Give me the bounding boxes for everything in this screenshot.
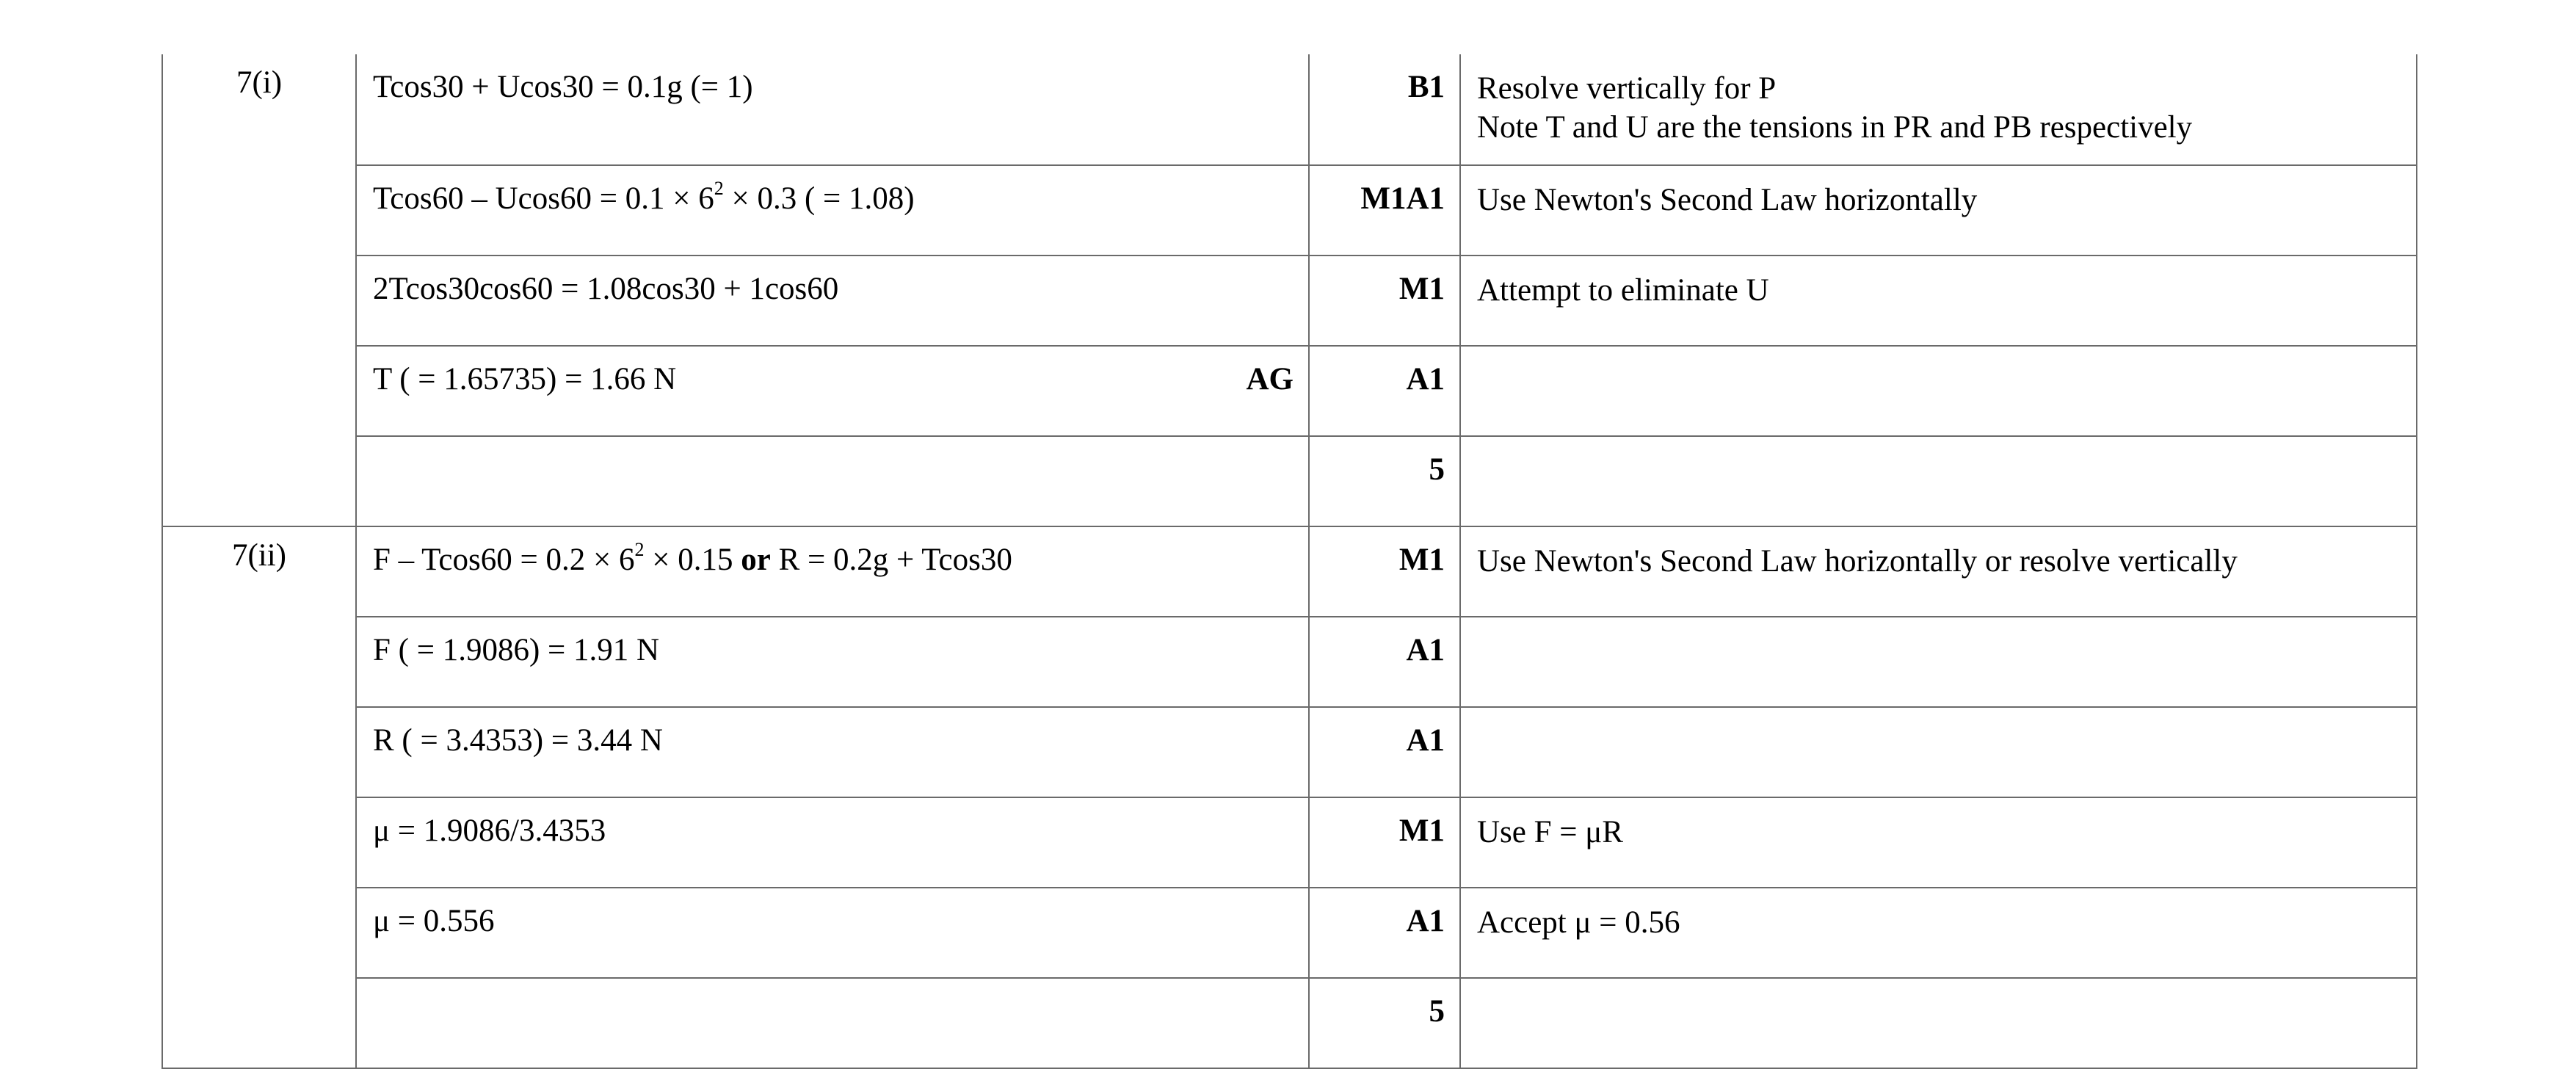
answer-cell (356, 978, 1309, 1068)
or-keyword: or (741, 543, 771, 577)
table-row (162, 617, 2417, 707)
guidance-cell (1460, 346, 2417, 436)
mark-cell: M1A1 (1309, 165, 1460, 256)
table-row (162, 346, 2417, 436)
table-row (162, 888, 2417, 978)
superscript: 2 (634, 538, 645, 560)
table-row (162, 707, 2417, 797)
guidance-cell: Use Newton's Second Law horizontally or resolve vertically (1460, 526, 2417, 617)
guidance-cell: Use F = μR (1460, 797, 2417, 888)
guidance-line: Resolve vertically for P (1477, 71, 1777, 106)
table-row (162, 978, 2417, 1068)
guidance-cell (1460, 978, 2417, 1068)
table-row (162, 54, 2417, 165)
answer-cell: R ( = 3.4353) = 3.44 N (356, 707, 1309, 797)
guidance-cell: Use Newton's Second Law horizontally (1460, 165, 2417, 256)
answer-cell: F ( = 1.9086) = 1.91 N (356, 617, 1309, 707)
answer-given-tag: AG (1246, 362, 1294, 396)
answer-cell (356, 436, 1309, 526)
mark-cell: M1 (1309, 256, 1460, 346)
guidance-cell (1460, 617, 2417, 707)
table-row (162, 165, 2417, 256)
guidance-cell (1460, 707, 2417, 797)
question-number: 7(ii) (162, 526, 356, 1068)
table-row (162, 526, 2417, 617)
table-row (162, 797, 2417, 888)
answer-cell: T ( = 1.65735) = 1.66 N AG (356, 346, 1309, 436)
guidance-cell (1460, 54, 2417, 165)
guidance-line: Note T and U are the tensions in PR and PB respectively (1477, 110, 2193, 145)
question-number: 7(i) (162, 54, 356, 526)
mark-cell: A1 (1309, 617, 1460, 707)
mark-scheme-table (162, 54, 2417, 1069)
answer-cell: 2Tcos30cos60 = 1.08cos30 + 1cos60 (356, 256, 1309, 346)
mark-cell: B1 (1309, 54, 1460, 165)
superscript: 2 (714, 177, 724, 199)
mark-cell: A1 (1309, 707, 1460, 797)
table-row (162, 256, 2417, 346)
answer-cell: $F - Tcos60 = 0.2 \times 6^2 \times 0.15$ or R = 0.2g + Tcos30 (356, 526, 1309, 617)
answer-cell: $Tcos60 - Ucos60 = 0.1 \times 6^2 \times 0.3$ ( = 1.08) (356, 165, 1309, 256)
table-row (162, 436, 2417, 526)
guidance-cell (1460, 436, 2417, 526)
answer-cell: Tcos30 + Ucos30 = 0.1g (= 1) (356, 54, 1309, 165)
total-mark-cell: 5 (1309, 978, 1460, 1068)
mark-cell: A1 (1309, 346, 1460, 436)
total-mark-cell: 5 (1309, 436, 1460, 526)
mark-cell: M1 (1309, 526, 1460, 617)
answer-cell: μ = 0.556 (356, 888, 1309, 978)
mark-cell: M1 (1309, 797, 1460, 888)
answer-cell: μ = 1.9086/3.4353 (356, 797, 1309, 888)
mark-cell: A1 (1309, 888, 1460, 978)
guidance-cell: Accept μ = 0.56 (1460, 888, 2417, 978)
guidance-cell: Attempt to eliminate U (1460, 256, 2417, 346)
